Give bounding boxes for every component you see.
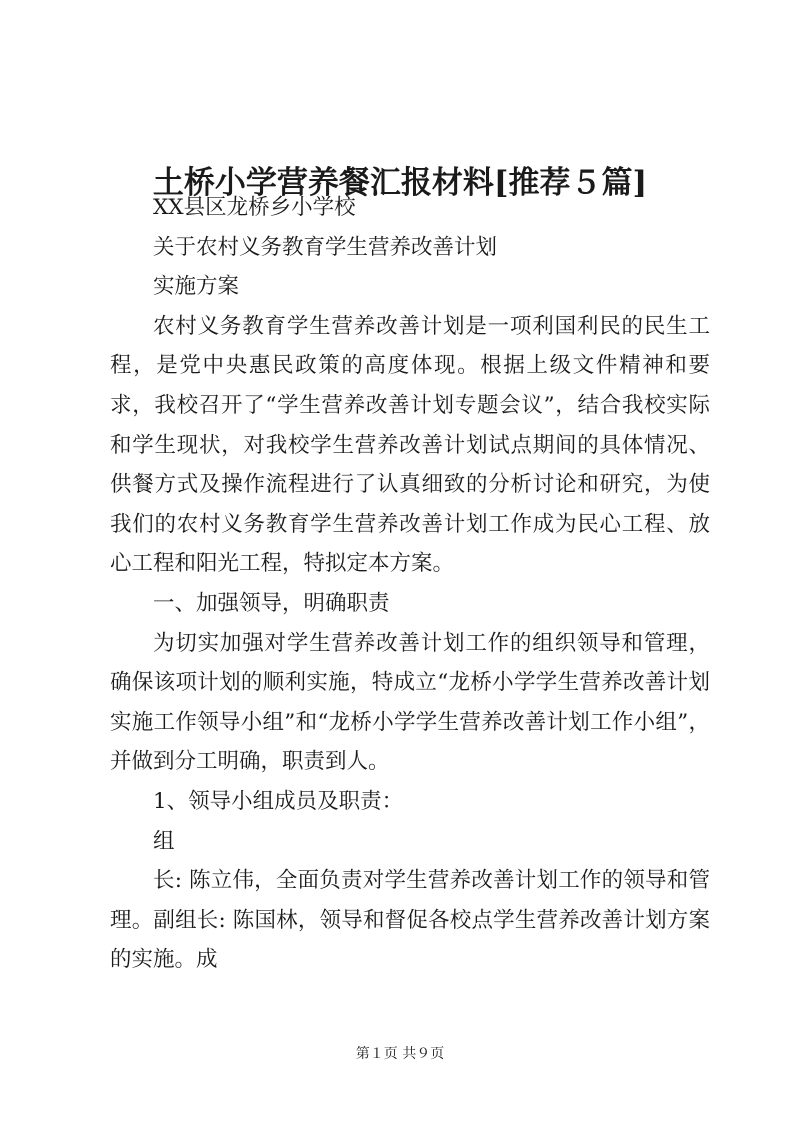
page-footer: 第１页 共９页 xyxy=(355,1046,445,1062)
section-heading-leadership: 一、加强领导，明确职责 xyxy=(153,590,390,616)
paragraph-leadership: 为切实加强对学生营养改善计划工作的组织领导和管理，确保该项计划的顺利实施，特成立“龙桥小学学生营养改善计划实施工作领导小组”和“龙桥小学学生营养改善计划工作小组”，并做到分工明确，职责到人。 xyxy=(110,630,710,775)
paragraph-plan-subheading: 实施方案 xyxy=(153,274,240,300)
document-body xyxy=(110,188,710,980)
paragraph-plan-heading: 关于农村义务教育学生营养改善计划 xyxy=(153,234,498,260)
document-title: 土桥小学营养餐汇报材料[推荐５篇] xyxy=(152,164,648,201)
paragraph-group: 组 xyxy=(153,828,175,854)
paragraph-members: 长: 陈立伟，全面负责对学生营养改善计划工作的领导和管理。副组长: 陈国林，领导和督促各校点学生营养改善计划方案的实施。成 xyxy=(110,868,710,973)
paragraph-school-name: XX县区龙桥乡小学校 xyxy=(153,195,356,220)
paragraph-intro: 农村义务教育学生营养改善计划是一项利国利民的民生工程，是党中央惠民政策的高度体现。根据上级文件精神和要求，我校召开了“学生营养改善计划专题会议”，结合我校实际和学生现状，对我校学生营养改善计划试点期间的具体情况、供餐方式及操作流程进行了认真细致的分析讨论和研究，为使我们的农村义务教育学生营养改善计划工作成为民心工程、放心工程和阳光工程，特拟定本方案。 xyxy=(110,313,710,577)
subsection-heading-members: 1、领导小组成员及职责： xyxy=(153,788,404,814)
